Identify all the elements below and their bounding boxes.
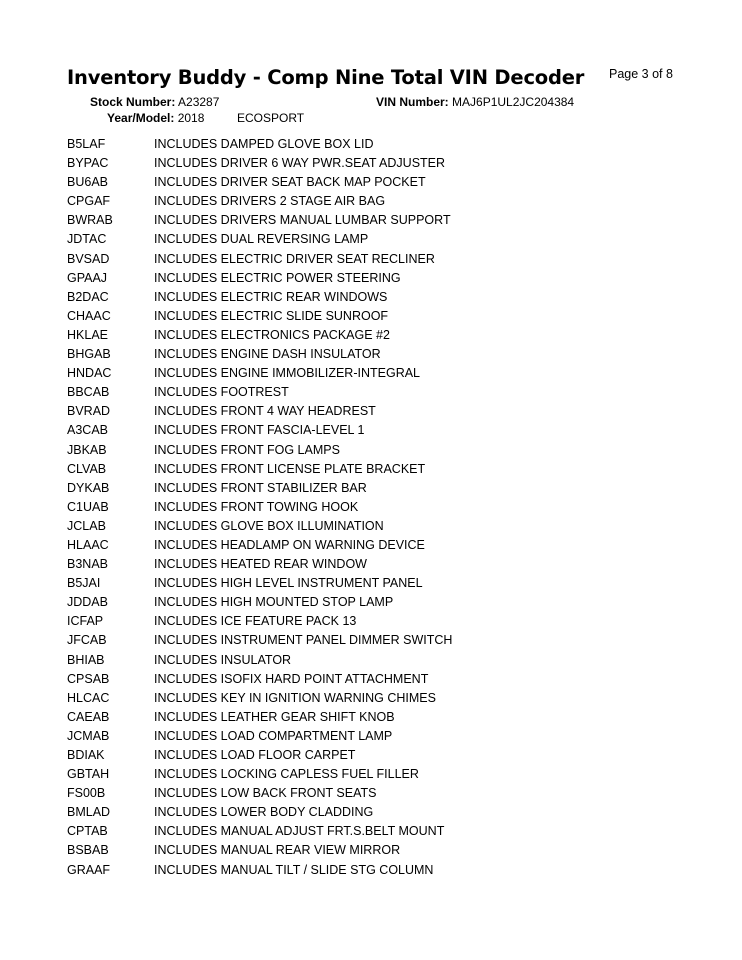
page-number: Page 3 of 8: [609, 67, 673, 81]
option-code: CAEAB: [67, 709, 110, 724]
option-description: INCLUDES HIGH LEVEL INSTRUMENT PANEL: [154, 576, 423, 591]
option-description: INCLUDES INSTRUMENT PANEL DIMMER SWITCH: [154, 633, 453, 648]
option-code: CPTAB: [67, 824, 108, 839]
option-description: INCLUDES ELECTRIC REAR WINDOWS: [154, 289, 388, 304]
list-item: [67, 841, 452, 860]
option-description: INCLUDES DRIVERS 2 STAGE AIR BAG: [154, 194, 386, 209]
option-description: INCLUDES FRONT LICENSE PLATE BRACKET: [154, 461, 426, 476]
option-code-list: [67, 135, 452, 880]
option-code: BHIAB: [67, 652, 105, 667]
option-code: GBTAH: [67, 767, 110, 782]
vin-number-value: MAJ6P1UL2JC204384: [452, 95, 575, 109]
list-item: [67, 803, 452, 822]
list-item: [67, 402, 452, 421]
option-code: DYKAB: [67, 480, 110, 495]
option-code: CPGAF: [67, 194, 111, 209]
list-item: [67, 555, 452, 574]
vin-number-field: [376, 95, 574, 109]
list-item: [67, 517, 452, 536]
list-item: [67, 288, 452, 307]
option-code: BSBAB: [67, 843, 109, 858]
list-item: [67, 383, 452, 402]
option-description: INCLUDES LOCKING CAPLESS FUEL FILLER: [154, 767, 419, 782]
list-item: [67, 269, 452, 288]
option-code: JBKAB: [67, 442, 107, 457]
option-code: JCMAB: [67, 728, 110, 743]
option-code: JCLAB: [67, 518, 106, 533]
option-description: INCLUDES FOOTREST: [154, 385, 289, 400]
list-item: [67, 746, 452, 765]
option-code: BMLAD: [67, 805, 111, 820]
option-description: INCLUDES KEY IN IGNITION WARNING CHIMES: [154, 690, 436, 705]
list-item: [67, 192, 452, 211]
option-code: JDDAB: [67, 595, 108, 610]
option-code: C1UAB: [67, 499, 109, 514]
option-code: B5JAI: [67, 576, 101, 591]
option-description: INCLUDES ELECTRONICS PACKAGE #2: [154, 327, 390, 342]
option-code: HLCAC: [67, 690, 110, 705]
option-code: B3NAB: [67, 557, 108, 572]
option-description: INCLUDES FRONT FOG LAMPS: [154, 442, 340, 457]
list-item: [67, 307, 452, 326]
option-description: INCLUDES MANUAL REAR VIEW MIRROR: [154, 843, 401, 858]
option-code: BVSAD: [67, 251, 110, 266]
option-code: JDTAC: [67, 232, 107, 247]
option-description: INCLUDES FRONT FASCIA-LEVEL 1: [154, 423, 365, 438]
option-description: INCLUDES ISOFIX HARD POINT ATTACHMENT: [154, 671, 429, 686]
option-description: INCLUDES MANUAL TILT / SLIDE STG COLUMN: [154, 862, 434, 877]
option-description: INCLUDES GLOVE BOX ILLUMINATION: [154, 518, 384, 533]
option-code: CLVAB: [67, 461, 107, 476]
list-item: [67, 784, 452, 803]
option-description: INCLUDES ICE FEATURE PACK 13: [154, 614, 357, 629]
option-code: B5LAF: [67, 137, 106, 151]
list-item: [67, 861, 452, 880]
list-item: [67, 173, 452, 192]
document-title: Inventory Buddy - Comp Nine Total VIN Decoder: [67, 66, 585, 89]
list-item: [67, 364, 452, 383]
option-description: INCLUDES HEADLAMP ON WARNING DEVICE: [154, 537, 425, 552]
list-item: [67, 822, 452, 841]
option-description: INCLUDES DRIVER 6 WAY PWR.SEAT ADJUSTER: [154, 156, 446, 171]
option-code: HLAAC: [67, 537, 109, 552]
list-item: [67, 498, 452, 517]
list-item: [67, 670, 452, 689]
option-code: ICFAP: [67, 614, 104, 629]
list-item: [67, 593, 452, 612]
list-item: [67, 421, 452, 440]
option-code: GRAAF: [67, 862, 111, 877]
list-item: [67, 612, 452, 631]
list-item: [67, 574, 452, 593]
list-item: [67, 441, 452, 460]
list-item: [67, 631, 452, 650]
list-item: [67, 326, 452, 345]
option-description: INCLUDES FRONT TOWING HOOK: [154, 499, 359, 514]
model-value: ECOSPORT: [237, 111, 305, 125]
option-code: CPSAB: [67, 671, 110, 686]
option-code: BVRAD: [67, 404, 111, 419]
list-item: [67, 536, 452, 555]
option-description: INCLUDES LOW BACK FRONT SEATS: [154, 786, 377, 801]
list-item: [67, 727, 452, 746]
option-code: HKLAE: [67, 327, 108, 342]
option-description: INCLUDES ELECTRIC POWER STEERING: [154, 270, 401, 285]
option-code: BYPAC: [67, 156, 109, 171]
option-description: INCLUDES INSULATOR: [154, 652, 292, 667]
list-item: [67, 765, 452, 784]
option-description: INCLUDES DAMPED GLOVE BOX LID: [154, 137, 374, 151]
option-description: INCLUDES LOAD COMPARTMENT LAMP: [154, 728, 393, 743]
stock-number-label: Stock Number:: [90, 95, 176, 109]
option-code: BHGAB: [67, 347, 111, 362]
option-code: JFCAB: [67, 633, 107, 648]
option-code: BWRAB: [67, 213, 113, 228]
list-item: [67, 651, 452, 670]
option-code: HNDAC: [67, 366, 112, 381]
year-model-label: Year/Model:: [107, 111, 175, 125]
option-description: INCLUDES DRIVERS MANUAL LUMBAR SUPPORT: [154, 213, 451, 228]
option-description: INCLUDES DUAL REVERSING LAMP: [154, 232, 369, 247]
option-code: FS00B: [67, 786, 106, 801]
list-item: [67, 479, 452, 498]
list-item: [67, 689, 452, 708]
list-item: [67, 345, 452, 364]
option-code: CHAAC: [67, 308, 111, 323]
option-code: GPAAJ: [67, 270, 108, 285]
stock-number-value: A23287: [178, 95, 220, 109]
option-code: BDIAK: [67, 748, 105, 762]
option-code: BBCAB: [67, 385, 110, 400]
option-description: INCLUDES FRONT 4 WAY HEADREST: [154, 404, 376, 419]
option-description: INCLUDES ELECTRIC SLIDE SUNROOF: [154, 308, 389, 323]
option-code: BU6AB: [67, 175, 108, 190]
option-description: INCLUDES LEATHER GEAR SHIFT KNOB: [154, 709, 395, 724]
list-item: [67, 250, 452, 269]
option-code: A3CAB: [67, 423, 108, 438]
option-description: INCLUDES MANUAL ADJUST FRT.S.BELT MOUNT: [154, 824, 445, 839]
year-value: 2018: [177, 111, 205, 125]
list-item: [67, 135, 452, 154]
list-item: [67, 708, 452, 727]
option-description: INCLUDES HIGH MOUNTED STOP LAMP: [154, 595, 394, 610]
option-description: INCLUDES DRIVER SEAT BACK MAP POCKET: [154, 175, 426, 190]
year-model-field: [107, 111, 204, 125]
option-description: INCLUDES LOWER BODY CLADDING: [154, 805, 374, 820]
list-item: [67, 211, 452, 230]
option-description: INCLUDES HEATED REAR WINDOW: [154, 557, 367, 572]
option-description: INCLUDES ENGINE DASH INSULATOR: [154, 347, 381, 362]
vin-number-label: VIN Number:: [376, 95, 449, 109]
option-code: B2DAC: [67, 289, 109, 304]
stock-number-field: [90, 95, 219, 109]
list-item: [67, 154, 452, 173]
option-description: INCLUDES ELECTRIC DRIVER SEAT RECLINER: [154, 251, 435, 266]
option-description: INCLUDES FRONT STABILIZER BAR: [154, 480, 367, 495]
option-description: INCLUDES LOAD FLOOR CARPET: [154, 748, 356, 762]
list-item: [67, 230, 452, 249]
option-description: INCLUDES ENGINE IMMOBILIZER-INTEGRAL: [154, 366, 421, 381]
list-item: [67, 460, 452, 479]
